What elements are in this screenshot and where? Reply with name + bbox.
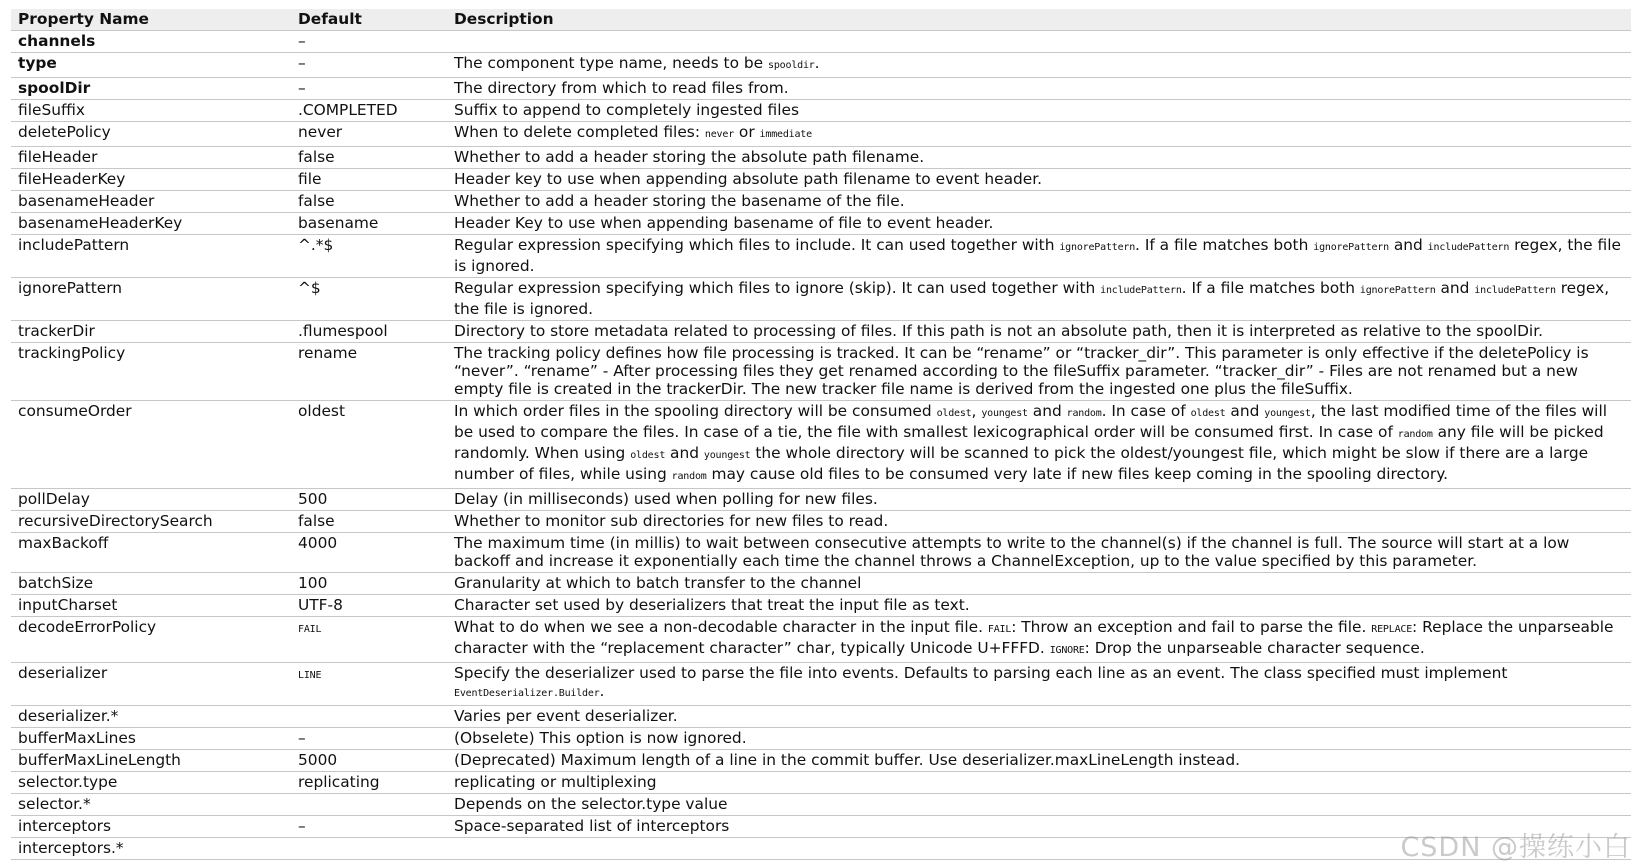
description-text: any file will be picked randomly. When using [454,423,1604,462]
table-row [11,401,1631,489]
description-text: replicating or multiplexing [454,773,657,791]
description-cell [447,772,1631,794]
description-text: : Replace the unparseable character with the “replacement character” char, typically Unicode U+FFFD. [454,618,1614,657]
property-name-cell: selector.* [11,794,291,816]
description-text: Whether to monitor sub directories for new files to read. [454,512,889,530]
description-text: and [665,444,704,462]
default-cell: ^.*$ [291,235,447,278]
code-literal: includePattern [1100,285,1182,296]
description-text: Delay (in milliseconds) used when polling for new files. [454,490,878,508]
default-cell: false [291,147,447,169]
watermark: CSDN @操练小白 [1400,832,1631,863]
description-cell [447,595,1631,617]
default-cell: 4000 [291,533,447,573]
default-cell: – [291,816,447,838]
description-cell [447,573,1631,595]
code-literal: FAIL [987,624,1012,635]
table-row [11,595,1631,617]
code-literal: never [704,129,735,140]
default-cell: – [291,53,447,78]
description-text: Granularity at which to batch transfer to the channel [454,574,862,592]
property-name-cell: selector.type [11,772,291,794]
property-name-cell: consumeOrder [11,401,291,489]
table-row [11,321,1631,343]
table-row [11,794,1631,816]
page [11,9,1631,860]
default-cell: file [291,169,447,191]
description-text: Varies per event deserializer. [454,707,678,725]
property-name-cell: spoolDir [11,78,291,100]
property-name-cell: type [11,53,291,78]
description-cell [447,794,1631,816]
property-name-cell: recursiveDirectorySearch [11,511,291,533]
default-cell [291,617,447,663]
table-row [11,213,1631,235]
description-cell [447,78,1631,100]
table-row [11,31,1631,53]
table-row [11,533,1631,573]
default-cell: .flumespool [291,321,447,343]
description-text: Header Key to use when appending basename of file to event header. [454,214,994,232]
description-text: The directory from which to read files from. [454,79,789,97]
description-text: Depends on the selector.type value [454,795,728,813]
description-cell [447,728,1631,750]
description-text: Character set used by deserializers that treat the input file as text. [454,596,970,614]
default-cell: UTF-8 [291,595,447,617]
description-cell [447,401,1631,489]
property-name-cell: interceptors [11,816,291,838]
default-cell: oldest [291,401,447,489]
description-cell [447,213,1631,235]
default-cell: replicating [291,772,447,794]
property-name-cell: pollDelay [11,489,291,511]
default-cell: never [291,122,447,147]
default-cell: 5000 [291,750,447,772]
header-property-name: Property Name [11,9,291,31]
description-cell [447,191,1631,213]
description-text: , the last modified time of the files will be used to compare the files. In case of a tie, the file with smallest lexicographical order will be consumed first. In case of [454,402,1608,441]
property-name-cell: basenameHeader [11,191,291,213]
description-cell [447,100,1631,122]
property-name-cell: trackerDir [11,321,291,343]
table-row [11,343,1631,401]
description-text: Specify the deserializer used to parse the file into events. Defaults to parsing each line as an event. The class specified must implement [454,664,1508,682]
property-name-cell: deserializer.* [11,706,291,728]
description-text: The tracking policy defines how file processing is tracked. It can be “rename” or “tracker_dir”. This parameter is only effective if the deletePolicy is “never”. “rename” - After processing files they get renamed according to the fileSuffix parameter. “tracker_dir” - Files are not renamed but a new empty file is created in the trackerDir. The new tracker file name is derived from the ingested one plus the fileSuffix. [454,344,1589,398]
description-text: Whether to add a header storing the basename of the file. [454,192,905,210]
description-text: , [971,402,982,420]
description-text: The maximum time (in millis) to wait between consecutive attempts to write to the channel(s) if the channel is full. The source will start at a low backoff and increase it exponentially each time the channel throws a ChannelException, up to the value specified by this parameter. [454,534,1570,570]
table-row [11,53,1631,78]
code-literal: random [671,471,707,482]
description-text: . [814,54,820,72]
code-literal: includePattern [1474,285,1556,296]
description-cell [447,31,1631,53]
table-row [11,100,1631,122]
default-cell [291,706,447,728]
default-cell: basename [291,213,447,235]
code-literal: spooldir [768,60,815,71]
code-literal: oldest [1190,408,1226,419]
description-text: and [1225,402,1265,420]
table-row [11,169,1631,191]
description-text: What to do when we see a non-decodable character in the input file. [454,618,988,636]
description-text: or [734,123,760,141]
description-cell [447,122,1631,147]
description-text: may cause old files to be consumed very late if new files keep coming in the spooling directory. [706,465,1449,483]
description-cell [447,278,1631,321]
description-cell [447,816,1631,838]
code-literal: oldest [630,450,666,461]
table-row [11,617,1631,663]
table-row [11,489,1631,511]
description-text: . In case of [1101,402,1191,420]
description-cell [447,169,1631,191]
property-name-cell: includePattern [11,235,291,278]
table-row [11,147,1631,169]
description-text: the whole directory will be scanned to pick the oldest/youngest file, which might be slow if there are a large number of files, while using [454,444,1589,483]
description-text: regex, the file is ignored. [454,279,1610,318]
property-name-cell: trackingPolicy [11,343,291,401]
table-row [11,750,1631,772]
code-literal: random [1397,429,1433,440]
description-text: Suffix to append to completely ingested files [454,101,800,119]
header-description: Description [447,9,1631,31]
description-text: Regular expression specifying which files to ignore (skip). It can used together with [454,279,1101,297]
property-name-cell: fileHeader [11,147,291,169]
table-row [11,122,1631,147]
property-name-cell: ignorePattern [11,278,291,321]
description-cell [447,147,1631,169]
description-text: : Drop the unparseable character sequence. [1084,639,1425,657]
code-literal: youngest [1264,408,1311,419]
table-row [11,191,1631,213]
default-cell [291,663,447,706]
table-row [11,663,1631,706]
property-name-cell: deserializer [11,663,291,706]
property-name-cell: deletePolicy [11,122,291,147]
description-text: and [1027,402,1067,420]
description-text: (Obselete) This option is now ignored. [454,729,747,747]
property-name-cell: maxBackoff [11,533,291,573]
property-name-cell: decodeErrorPolicy [11,617,291,663]
default-cell: 100 [291,573,447,595]
description-text: When to delete completed files: [454,123,705,141]
default-cell: 500 [291,489,447,511]
property-name-cell: fileHeaderKey [11,169,291,191]
default-cell: – [291,78,447,100]
description-text: Directory to store metadata related to processing of files. If this path is not an absolute path, then it is interpreted as relative to the spoolDir. [454,322,1544,340]
description-text: regex, the file is ignored. [454,236,1621,275]
property-name-cell: bufferMaxLineLength [11,750,291,772]
default-cell: – [291,728,447,750]
description-text: The component type name, needs to be [454,54,769,72]
table-row [11,772,1631,794]
property-name-cell: inputCharset [11,595,291,617]
code-literal: includePattern [1427,242,1510,253]
code-literal: youngest [981,408,1028,419]
description-cell [447,533,1631,573]
table-row [11,78,1631,100]
default-cell: .COMPLETED [291,100,447,122]
description-cell [447,750,1631,772]
property-name-cell: batchSize [11,573,291,595]
description-text: and [1388,236,1428,254]
table-row [11,706,1631,728]
description-text: . If a file matches both [1181,279,1360,297]
code-literal: IGNORE [1049,645,1085,656]
property-name-cell: basenameHeaderKey [11,213,291,235]
description-text: . If a file matches both [1135,236,1314,254]
description-cell [447,53,1631,78]
code-literal: immediate [759,129,812,140]
code-literal: oldest [936,408,972,419]
table-row [11,838,1631,860]
description-text: Regular expression specifying which files to include. It can used together with [454,236,1060,254]
description-cell [447,489,1631,511]
table-row [11,235,1631,278]
table-header-row [11,9,1631,31]
default-cell: ^$ [291,278,447,321]
code-literal: ignorePattern [1059,242,1136,253]
table-body [11,31,1631,860]
default-cell [291,838,447,860]
code-literal: LINE [298,670,322,681]
table-row [11,278,1631,321]
property-name-cell: interceptors.* [11,838,291,860]
description-cell [447,838,1631,860]
description-text: Whether to add a header storing the absolute path filename. [454,148,925,166]
code-literal: FAIL [298,624,322,635]
default-cell [291,794,447,816]
header-default: Default [291,9,447,31]
description-cell [447,706,1631,728]
description-text: In which order files in the spooling directory will be consumed [454,402,937,420]
description-cell [447,343,1631,401]
description-cell [447,617,1631,663]
description-text: . [599,682,605,700]
description-text: (Deprecated) Maximum length of a line in the commit buffer. Use deserializer.maxLineLength instead. [454,751,1240,769]
table-row [11,511,1631,533]
code-literal: EventDeserializer.Builder [454,688,600,699]
property-name-cell: fileSuffix [11,100,291,122]
default-cell: – [291,31,447,53]
table-row [11,573,1631,595]
description-cell [447,321,1631,343]
description-text: Space-separated list of interceptors [454,817,730,835]
description-cell [447,235,1631,278]
default-cell: false [291,511,447,533]
description-cell [447,663,1631,706]
code-literal: REPLACE [1371,624,1413,635]
description-text: Header key to use when appending absolute path filename to event header. [454,170,1043,188]
code-literal: random [1066,408,1102,419]
property-name-cell: bufferMaxLines [11,728,291,750]
description-cell [447,511,1631,533]
code-literal: ignorePattern [1359,285,1436,296]
default-cell: rename [291,343,447,401]
table-row [11,816,1631,838]
code-literal: youngest [703,450,751,461]
properties-table [11,9,1631,860]
code-literal: ignorePattern [1313,242,1389,253]
table-row [11,728,1631,750]
description-text: : Throw an exception and fail to parse the file. [1011,618,1372,636]
default-cell: false [291,191,447,213]
property-name-cell: channels [11,31,291,53]
description-text: and [1435,279,1475,297]
